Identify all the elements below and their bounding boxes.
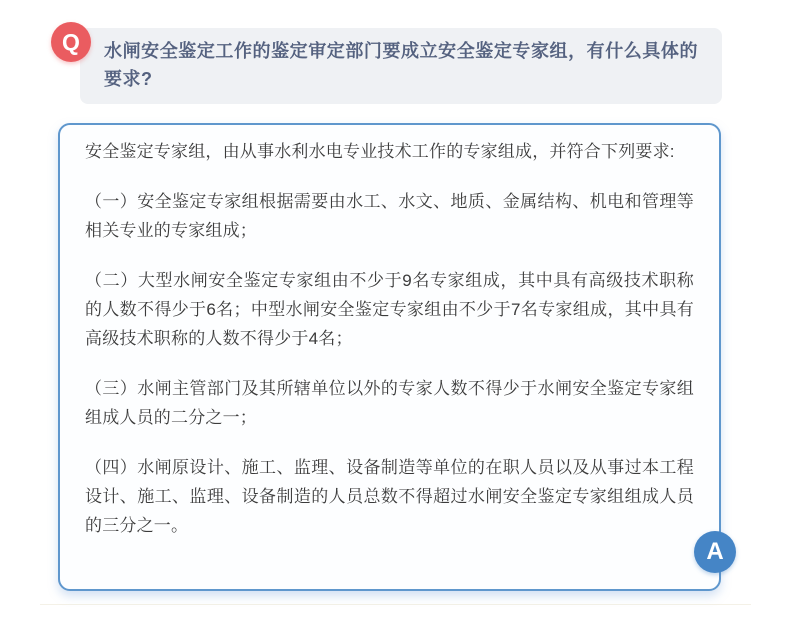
question-bubble	[80, 28, 722, 104]
answer-paragraph: （二）大型水闸安全鉴定专家组由不少于9名专家组成，其中具有高级技术职称的人数不得少于6名；中型水闸安全鉴定专家组由不少于7名专家组成，其中具有高级技术职称的人数不得少于4名；	[85, 271, 694, 348]
question-icon: Q	[51, 22, 91, 62]
answer-paragraph: 安全鉴定专家组，由从事水利水电专业技术工作的专家组成，并符合下列要求:	[85, 142, 675, 161]
answer-icon: A	[694, 531, 736, 573]
answer-paragraph: （三）水闸主管部门及其所辖单位以外的专家人数不得少于水闸安全鉴定专家组组成人员的二分之一；	[85, 379, 694, 427]
answer-bubble	[58, 123, 721, 591]
answer-paragraph: （一）安全鉴定专家组根据需要由水工、水文、地质、金属结构、机电和管理等相关专业的专家组成；	[85, 192, 694, 240]
answer-paragraph: （四）水闸原设计、施工、监理、设备制造等单位的在职人员以及从事过本工程设计、施工、监理、设备制造的人员总数不得超过水闸安全鉴定专家组组成人员的三分之一。	[85, 458, 694, 535]
footer-divider	[40, 604, 751, 605]
question-text: 水闸安全鉴定工作的鉴定审定部门要成立安全鉴定专家组，有什么具体的要求?	[104, 41, 698, 89]
